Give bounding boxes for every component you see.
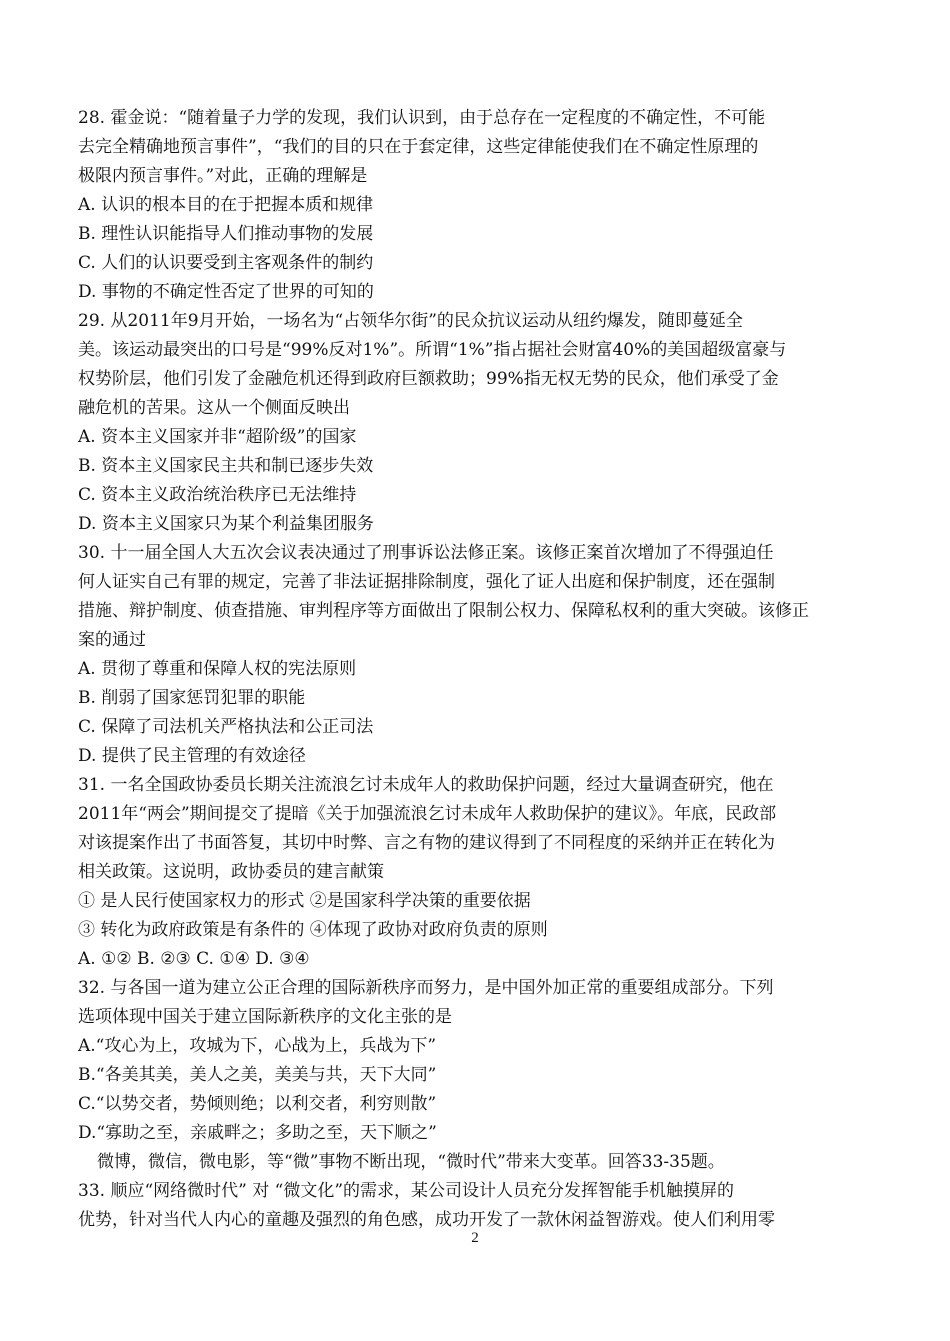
answer-option: ① 是人民行使国家权力的形式 ②是国家科学决策的重要依据 xyxy=(78,891,531,911)
answer-option: C. 保障了司法机关严格执法和公正司法 xyxy=(78,717,374,737)
question-stem-line: 何人证实自己有罪的规定，完善了非法证据排除制度，强化了证人出庭和保护制度，还在强制 xyxy=(78,572,775,592)
question-stem-line: 30. 十一届全国人大五次会议表决通过了刑事诉讼法修正案。该修正案首次增加了不得强迫任 xyxy=(78,543,774,563)
question-stem-line: 优势，针对当代人内心的童趣及强烈的角色感，成功开发了一款休闲益智游戏。使人们利用零 xyxy=(78,1210,775,1230)
question-stem-line: 31. 一名全国政协委员长期关注流浪乞讨未成年人的救助保护问题，经过大量调查研究，他在 xyxy=(78,775,774,795)
question-33 xyxy=(78,1177,878,1235)
answer-option: A. ①② B. ②③ C. ①④ D. ③④ xyxy=(78,949,310,969)
section-intro: 微博，微信，微电影，等“微”事物不断出现，“微时代”带来大变革。回答33-35题。 xyxy=(97,1152,725,1172)
answer-option: D. 资本主义国家只为某个利益集团服务 xyxy=(78,514,374,534)
answer-option: D. 提供了民主管理的有效途径 xyxy=(78,746,306,766)
answer-option: D. 事物的不确定性否定了世界的可知的 xyxy=(78,282,374,302)
answer-option: D.“寡助之至，亲戚畔之；多助之至，天下顺之” xyxy=(78,1123,437,1143)
question-stem-line: 权势阶层，他们引发了金融危机还得到政府巨额救助；99%指无权无势的民众，他们承受了金 xyxy=(78,369,779,389)
question-28 xyxy=(78,104,878,307)
question-stem-line: 选项体现中国关于建立国际新秩序的文化主张的是 xyxy=(78,1007,452,1027)
page-content xyxy=(78,104,878,1235)
question-stem-line: 美。该运动最突出的口号是“99%反对1%”。所谓“1%”指占据社会财富40%的美国超级富豪与 xyxy=(78,340,787,360)
question-stem-line: 措施、辩护制度、侦查措施、审判程序等方面做出了限制公权力、保障私权利的重大突破。该修正 xyxy=(78,601,809,621)
answer-option: A. 资本主义国家并非“超阶级”的国家 xyxy=(78,427,357,447)
answer-option: A. 贯彻了尊重和保障人权的宪法原则 xyxy=(78,659,357,679)
answer-option: B. 理性认识能指导人们推动事物的发展 xyxy=(78,224,374,244)
question-stem-line: 2011年“两会”期间提交了提暗《关于加强流浪乞讨未成年人救助保护的建议》。年底，民政部 xyxy=(78,804,777,824)
question-stem-line: 29. 从2011年9月开始，一场名为“占领华尔街”的民众抗议运动从纽约爆发，随即蔓延全 xyxy=(78,311,743,331)
answer-option: C. 资本主义政治统治秩序已无法维持 xyxy=(78,485,357,505)
question-29 xyxy=(78,307,878,539)
question-stem-line: 28. 霍金说：“随着量子力学的发现，我们认识到，由于总存在一定程度的不确定性，不可能 xyxy=(78,108,766,128)
question-stem-line: 对该提案作出了书面答复，其切中时弊、言之有物的建议得到了不同程度的采纳并正在转化为 xyxy=(78,833,775,853)
question-stem-line: 融危机的苦果。这从一个侧面反映出 xyxy=(78,398,350,418)
page-number: 2 xyxy=(471,1230,479,1246)
question-stem-line: 相关政策。这说明，政协委员的建言献策 xyxy=(78,862,384,882)
answer-option: B. 削弱了国家惩罚犯罪的职能 xyxy=(78,688,306,708)
question-stem-line: 去完全精确地预言事件”，“我们的目的只在于套定律，这些定律能使我们在不确定性原理的 xyxy=(78,137,759,157)
answer-option: B. 资本主义国家民主共和制已逐步失效 xyxy=(78,456,374,476)
question-stem-line: 极限内预言事件。”对此，正确的理解是 xyxy=(78,166,368,186)
answer-option: ③ 转化为政府政策是有条件的 ④体现了政协对政府负责的原则 xyxy=(78,920,548,940)
question-32 xyxy=(78,974,878,1148)
answer-option: C. 人们的认识要受到主客观条件的制约 xyxy=(78,253,374,273)
answer-option: A.“攻心为上，攻城为下，心战为上，兵战为下” xyxy=(78,1036,437,1056)
answer-option: A. 认识的根本目的在于把握本质和规律 xyxy=(78,195,374,215)
question-stem-line: 案的通过 xyxy=(78,630,146,650)
question-31 xyxy=(78,771,878,974)
question-stem-line: 32. 与各国一道为建立公正合理的国际新秩序而努力，是中国外加正常的重要组成部分。下列 xyxy=(78,978,774,998)
answer-option: C.“以势交者，势倾则绝；以利交者，利穷则散” xyxy=(78,1094,437,1114)
question-stem-line: 33. 顺应“网络微时代” 对 “微文化”的需求，某公司设计人员充分发挥智能手机触摸屏的 xyxy=(78,1181,735,1201)
answer-option: B.“各美其美，美人之美，美美与共，天下大同” xyxy=(78,1065,437,1085)
question-30 xyxy=(78,539,878,771)
